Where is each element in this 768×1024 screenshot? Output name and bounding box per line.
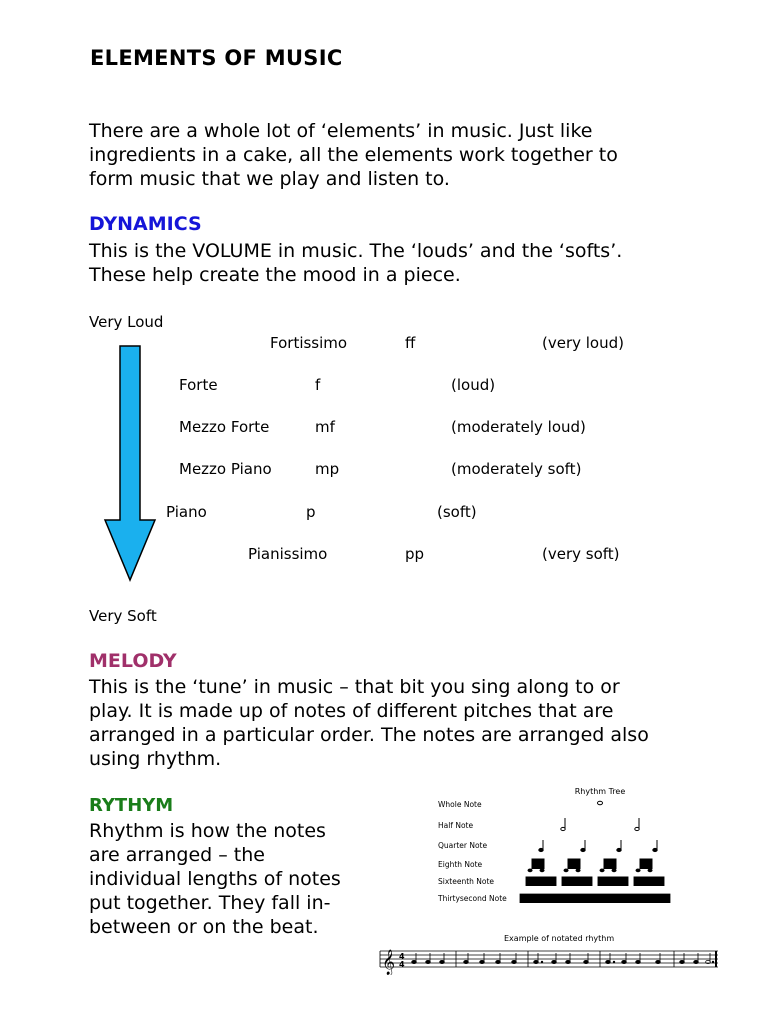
level-name: Forte (179, 376, 218, 394)
example-rhythm-caption: Example of notated rhythm (504, 934, 615, 943)
tree-row-label: Whole Note (438, 800, 482, 809)
level-name: Piano (166, 503, 207, 521)
tree-row-label: Eighth Note (438, 860, 483, 869)
rhythm-line: individual lengths of notes (89, 868, 341, 890)
level-symbol: mp (315, 460, 340, 478)
rhythm-line: are arranged – the (89, 844, 265, 866)
level-name: Pianissimo (248, 545, 328, 563)
tree-row-label: Thirtysecond Note (438, 894, 507, 903)
staff-notes (412, 953, 714, 964)
level-name: Mezzo Piano (179, 460, 272, 478)
rhythm-line: between or on the beat. (89, 916, 319, 938)
time-signature: 4 (399, 960, 405, 969)
level-symbol: pp (405, 545, 425, 563)
rhythm-tree-notes (520, 801, 670, 903)
very-loud-label: Very Loud (89, 313, 164, 331)
melody-paragraph (89, 675, 649, 771)
level-meaning: (loud) (451, 376, 496, 394)
melody-line: arranged in a particular order. The notes are arranged also (89, 724, 649, 746)
tree-row-label: Sixteenth Note (438, 877, 495, 886)
rhythm-line: put together. They fall in- (89, 892, 331, 914)
dynamics-paragraph (89, 239, 622, 287)
level-meaning: (moderately soft) (451, 460, 582, 478)
level-meaning: (moderately loud) (451, 418, 586, 436)
level-name: Mezzo Forte (179, 418, 270, 436)
dynamics-line: This is the VOLUME in music. The ‘louds’ and the ‘softs’. (89, 240, 623, 262)
level-symbol: mf (315, 418, 335, 436)
level-symbol: f (315, 376, 321, 394)
melody-line: using rhythm. (89, 748, 222, 770)
tree-row-label: Half Note (438, 821, 474, 830)
melody-heading: MELODY (89, 650, 177, 672)
rhythm-line: Rhythm is how the notes (89, 820, 326, 842)
rhythm-tree-title: Rhythm Tree (574, 787, 626, 796)
intro-paragraph (89, 119, 618, 191)
notated-rhythm-staff (378, 945, 722, 975)
level-meaning: (very soft) (542, 545, 620, 563)
intro-line: ingredients in a cake, all the elements work together to (89, 144, 618, 166)
dynamics-line: These help create the mood in a piece. (89, 264, 461, 286)
melody-line: This is the ‘tune’ in music – that bit you sing along to or (89, 676, 620, 698)
level-symbol: p (306, 503, 316, 521)
time-signature: 4 (399, 952, 405, 961)
very-soft-label: Very Soft (89, 607, 157, 625)
rhythm-heading: RYTHYM (89, 795, 174, 816)
rhythm-tree-figure (430, 784, 730, 914)
intro-line: form music that we play and listen to. (89, 168, 450, 190)
level-name: Fortissimo (270, 334, 348, 352)
treble-clef-icon: 𝄞 (382, 950, 396, 975)
level-meaning: (soft) (437, 503, 477, 521)
intro-line: There are a whole lot of ‘elements’ in music. Just like (89, 120, 593, 142)
page-title: ELEMENTS OF MUSIC (90, 46, 343, 70)
rhythm-paragraph (89, 819, 341, 939)
level-meaning: (very loud) (542, 334, 624, 352)
melody-line: play. It is made up of notes of different pitches that are (89, 700, 614, 722)
dynamics-heading: DYNAMICS (89, 213, 202, 235)
volume-down-arrow-icon (100, 343, 160, 585)
tree-row-label: Quarter Note (438, 841, 488, 850)
level-symbol: ff (405, 334, 416, 352)
